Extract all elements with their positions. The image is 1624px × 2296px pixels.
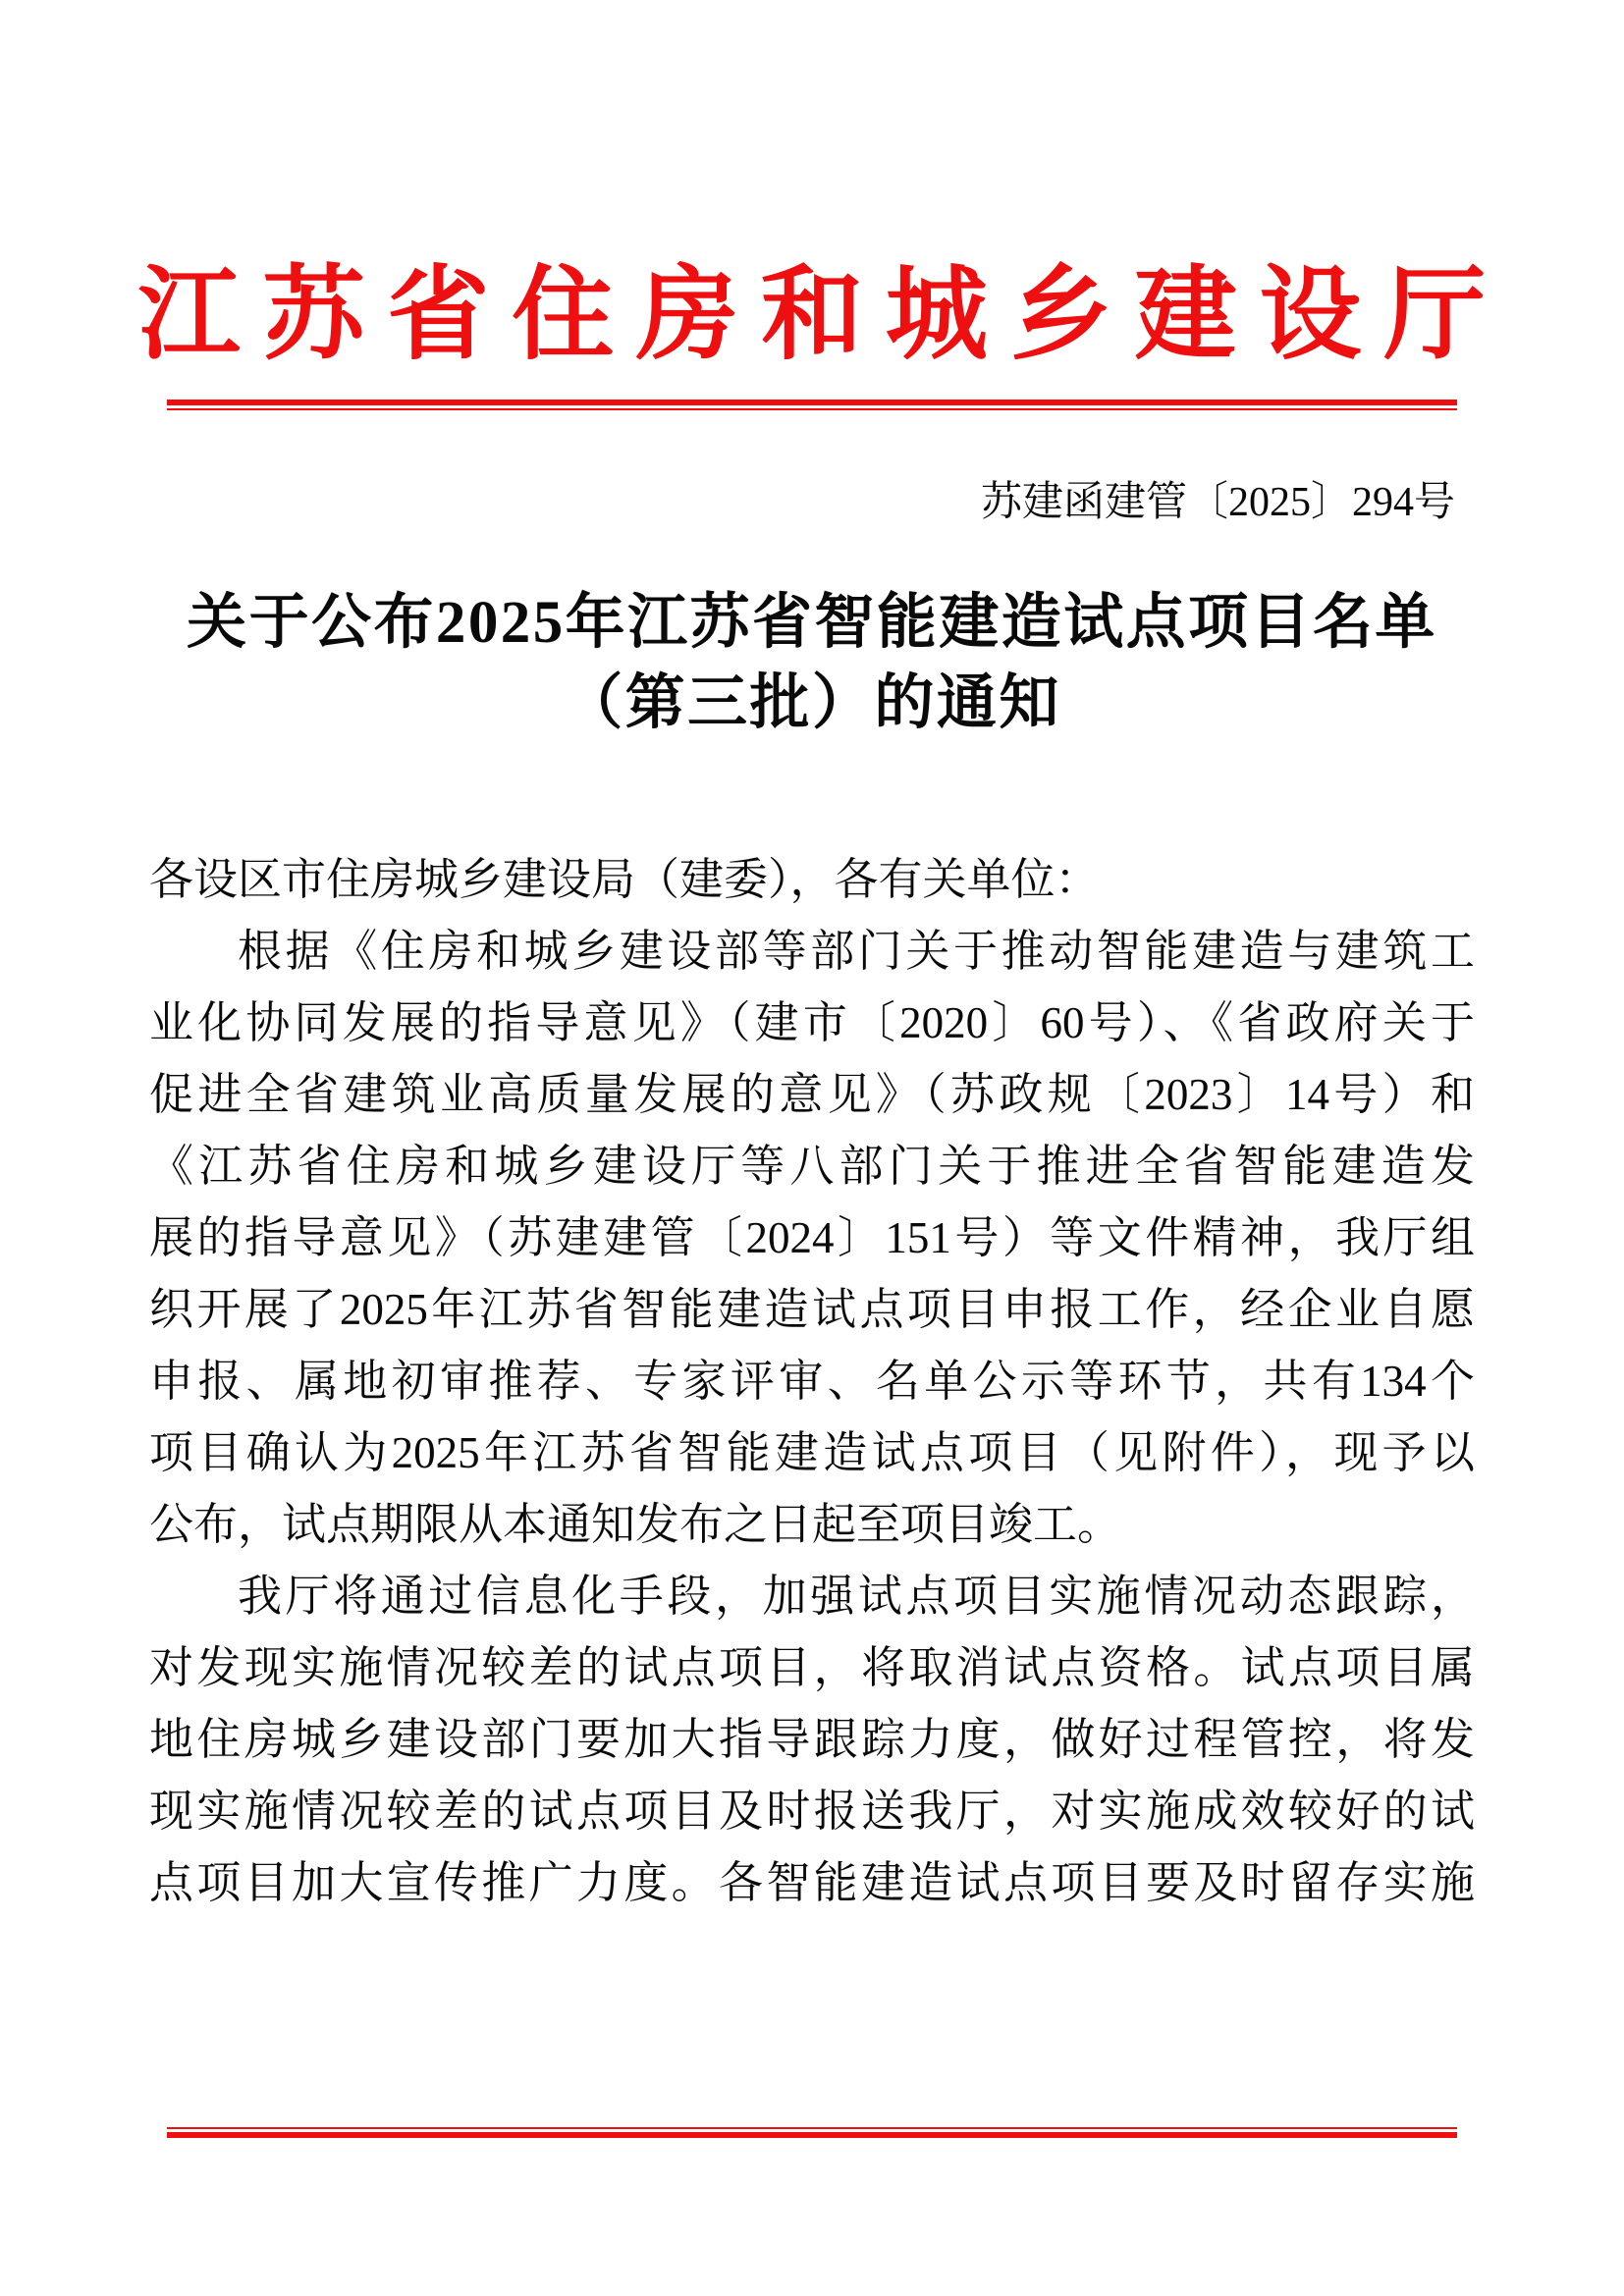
body-line: 地住房城乡建设部门要加大指导跟踪力度，做好过程管控，将发	[149, 1715, 1475, 1764]
document-number: 苏建函建管〔2025〕294号	[980, 480, 1455, 525]
body-line: 公布，试点期限从本通知发布之日起至项目竣工。	[149, 1500, 1122, 1549]
body-line: 现实施情况较差的试点项目及时报送我厅，对实施成效较好的试	[149, 1787, 1475, 1836]
body-line: 对发现实施情况较差的试点项目，将取消试点资格。试点项目属	[149, 1643, 1475, 1692]
body-line: 业化协同发展的指导意见》（建市〔2020〕60号）、《省政府关于	[149, 998, 1475, 1047]
notice-body	[149, 844, 1475, 1919]
body-line: 根据《住房和城乡建设部等部门关于推动智能建造与建筑工	[238, 927, 1475, 976]
agency-name-header: 江苏省住房和城乡建设厅	[137, 259, 1509, 372]
body-line: 项目确认为2025年江苏省智能建造试点项目（见附件），现予以	[149, 1428, 1475, 1477]
divider-thin-bar	[167, 2127, 1457, 2129]
body-line: 促进全省建筑业高质量发展的意见》（苏政规〔2023〕14号）和	[149, 1070, 1475, 1119]
notice-title	[0, 583, 1624, 744]
header-divider-rule	[167, 400, 1457, 410]
body-line: 织开展了2025年江苏省智能建造试点项目申报工作，经企业自愿	[149, 1285, 1475, 1334]
body-line: 申报、属地初审推荐、专家评审、名单公示等环节，共有134个	[149, 1357, 1475, 1406]
body-line: 展的指导意见》（苏建建管〔2024〕151号）等文件精神，我厅组	[149, 1213, 1475, 1262]
body-line: 点项目加大宣传推广力度。各智能建造试点项目要及时留存实施	[149, 1858, 1475, 1907]
divider-thick-bar	[167, 2132, 1457, 2138]
notice-title-line2: （第三批）的通知	[563, 670, 1061, 736]
divider-thick-bar	[167, 400, 1457, 405]
notice-title-line1: 关于公布2025年江苏省智能建造试点项目名单	[187, 590, 1437, 656]
salutation-line: 各设区市住房城乡建设局（建委），各有关单位：	[149, 855, 1100, 904]
body-line: 我厅将通过信息化手段，加强试点项目实施情况动态跟踪，	[238, 1572, 1475, 1621]
footer-divider-rule	[167, 2127, 1457, 2138]
body-line: 《江苏省住房和城乡建设厅等八部门关于推进全省智能建造发	[149, 1142, 1475, 1191]
divider-thin-bar	[167, 408, 1457, 410]
